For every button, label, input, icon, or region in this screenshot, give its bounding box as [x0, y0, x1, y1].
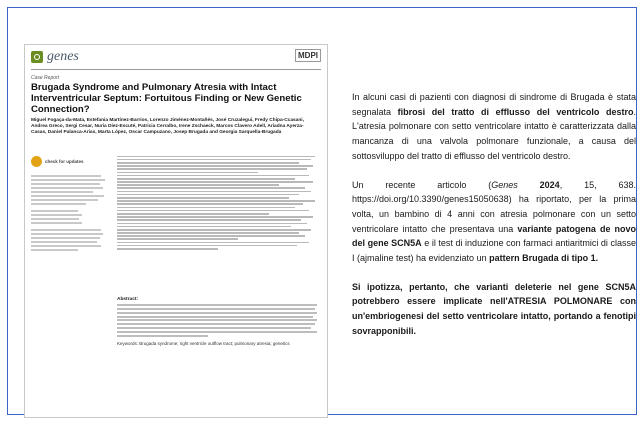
affiliations-block	[117, 154, 319, 251]
header-divider	[31, 69, 321, 70]
p2-space	[518, 180, 540, 190]
keywords-line: Keywords: Brugada syndrome; right ventricle outflow tract; pulmonary atresia; genetics	[117, 341, 290, 347]
p1-text-a: In alcuni casi di pazienti con diagnosi di sindrome di Brugada è stata segnalata	[352, 92, 636, 117]
p2-text-e: , 15, 638. https://doi.org/10.3390/genes15050638) ha riportato, per la prima volta, un bambino di 4 anni con atresia polmonare con un setto ventricolare intatto che presentava una	[352, 179, 636, 234]
check-for-updates-badge	[31, 156, 109, 167]
journal-name: genes	[47, 49, 79, 64]
p2-variant: variante patogena de novo del gene SCN5A	[352, 223, 636, 249]
article-title: Brugada Syndrome and Pulmonary Atresia with Intact Interventricular Septum: Fortuitous Finding or New Genetic Connection?	[31, 82, 302, 115]
content-frame	[7, 7, 637, 415]
paragraph-1	[352, 90, 636, 164]
paragraph-3	[352, 280, 636, 339]
p1-text-c: . L'atresia polmonare con setto ventricolare intatto è caratterizzata dalla mancanza di una valvola polmonare funzionale, a causa del sottosviluppo del tratto di efflusso del ventricolo destro.	[352, 106, 636, 161]
abstract-heading: Abstract:	[117, 297, 139, 302]
publisher-logo: MDPI	[295, 49, 321, 62]
p2-year: 2024	[539, 179, 560, 190]
article-sidebar	[31, 154, 109, 253]
summary-text	[352, 90, 636, 353]
genes-logo-icon	[31, 51, 43, 63]
article-authors: Miguel Fogaça-da-Mata, Estefania Martínez-Barrios, Lorenzo Jiménez-Montañés, José Cruzalegui, Fredy Chipa-Ccasani, Andrea Greco, Sergi Cesar, Nuria Díez-Escuté, Patricia Cerralbo, Irene Zschaeck, Marcos Clavero Adell, Ariadna Ayerza-Casas, Daniel Palanca-Arias, Marta López, Oscar Campuzano, Josep Brugada and Georgia Sarquella-Brugada	[31, 118, 304, 136]
p2-pattern: pattern Brugada di tipo 1.	[489, 253, 599, 264]
p2-text-a: Un recente articolo (	[352, 179, 492, 190]
citation-block	[31, 175, 109, 251]
check-updates-icon	[31, 156, 42, 167]
paragraph-2	[352, 178, 636, 266]
p2-journal: Genes	[491, 179, 518, 190]
check-updates-label: check for updates	[45, 159, 84, 164]
p1-bold: fibrosi del tratto di efflusso del ventricolo destro	[397, 106, 634, 117]
p3-bold: Si ipotizza, pertanto, che varianti deleterie nel gene SCN5A potrebbero essere implicate nell'ATRESIA POLMONARE con un'embriogenesi del setto ventricolare intatto, portando a fenotipi sovrapponibili.	[352, 281, 636, 336]
abstract-block	[117, 297, 319, 346]
p2-text-g: e il test di induzione con farmaci antiaritmici di classe I (ajmaline test) ha evidenziato un	[352, 238, 636, 264]
journal-logo	[31, 49, 79, 65]
article-thumbnail	[24, 44, 328, 418]
article-type: Case Report	[31, 75, 60, 81]
